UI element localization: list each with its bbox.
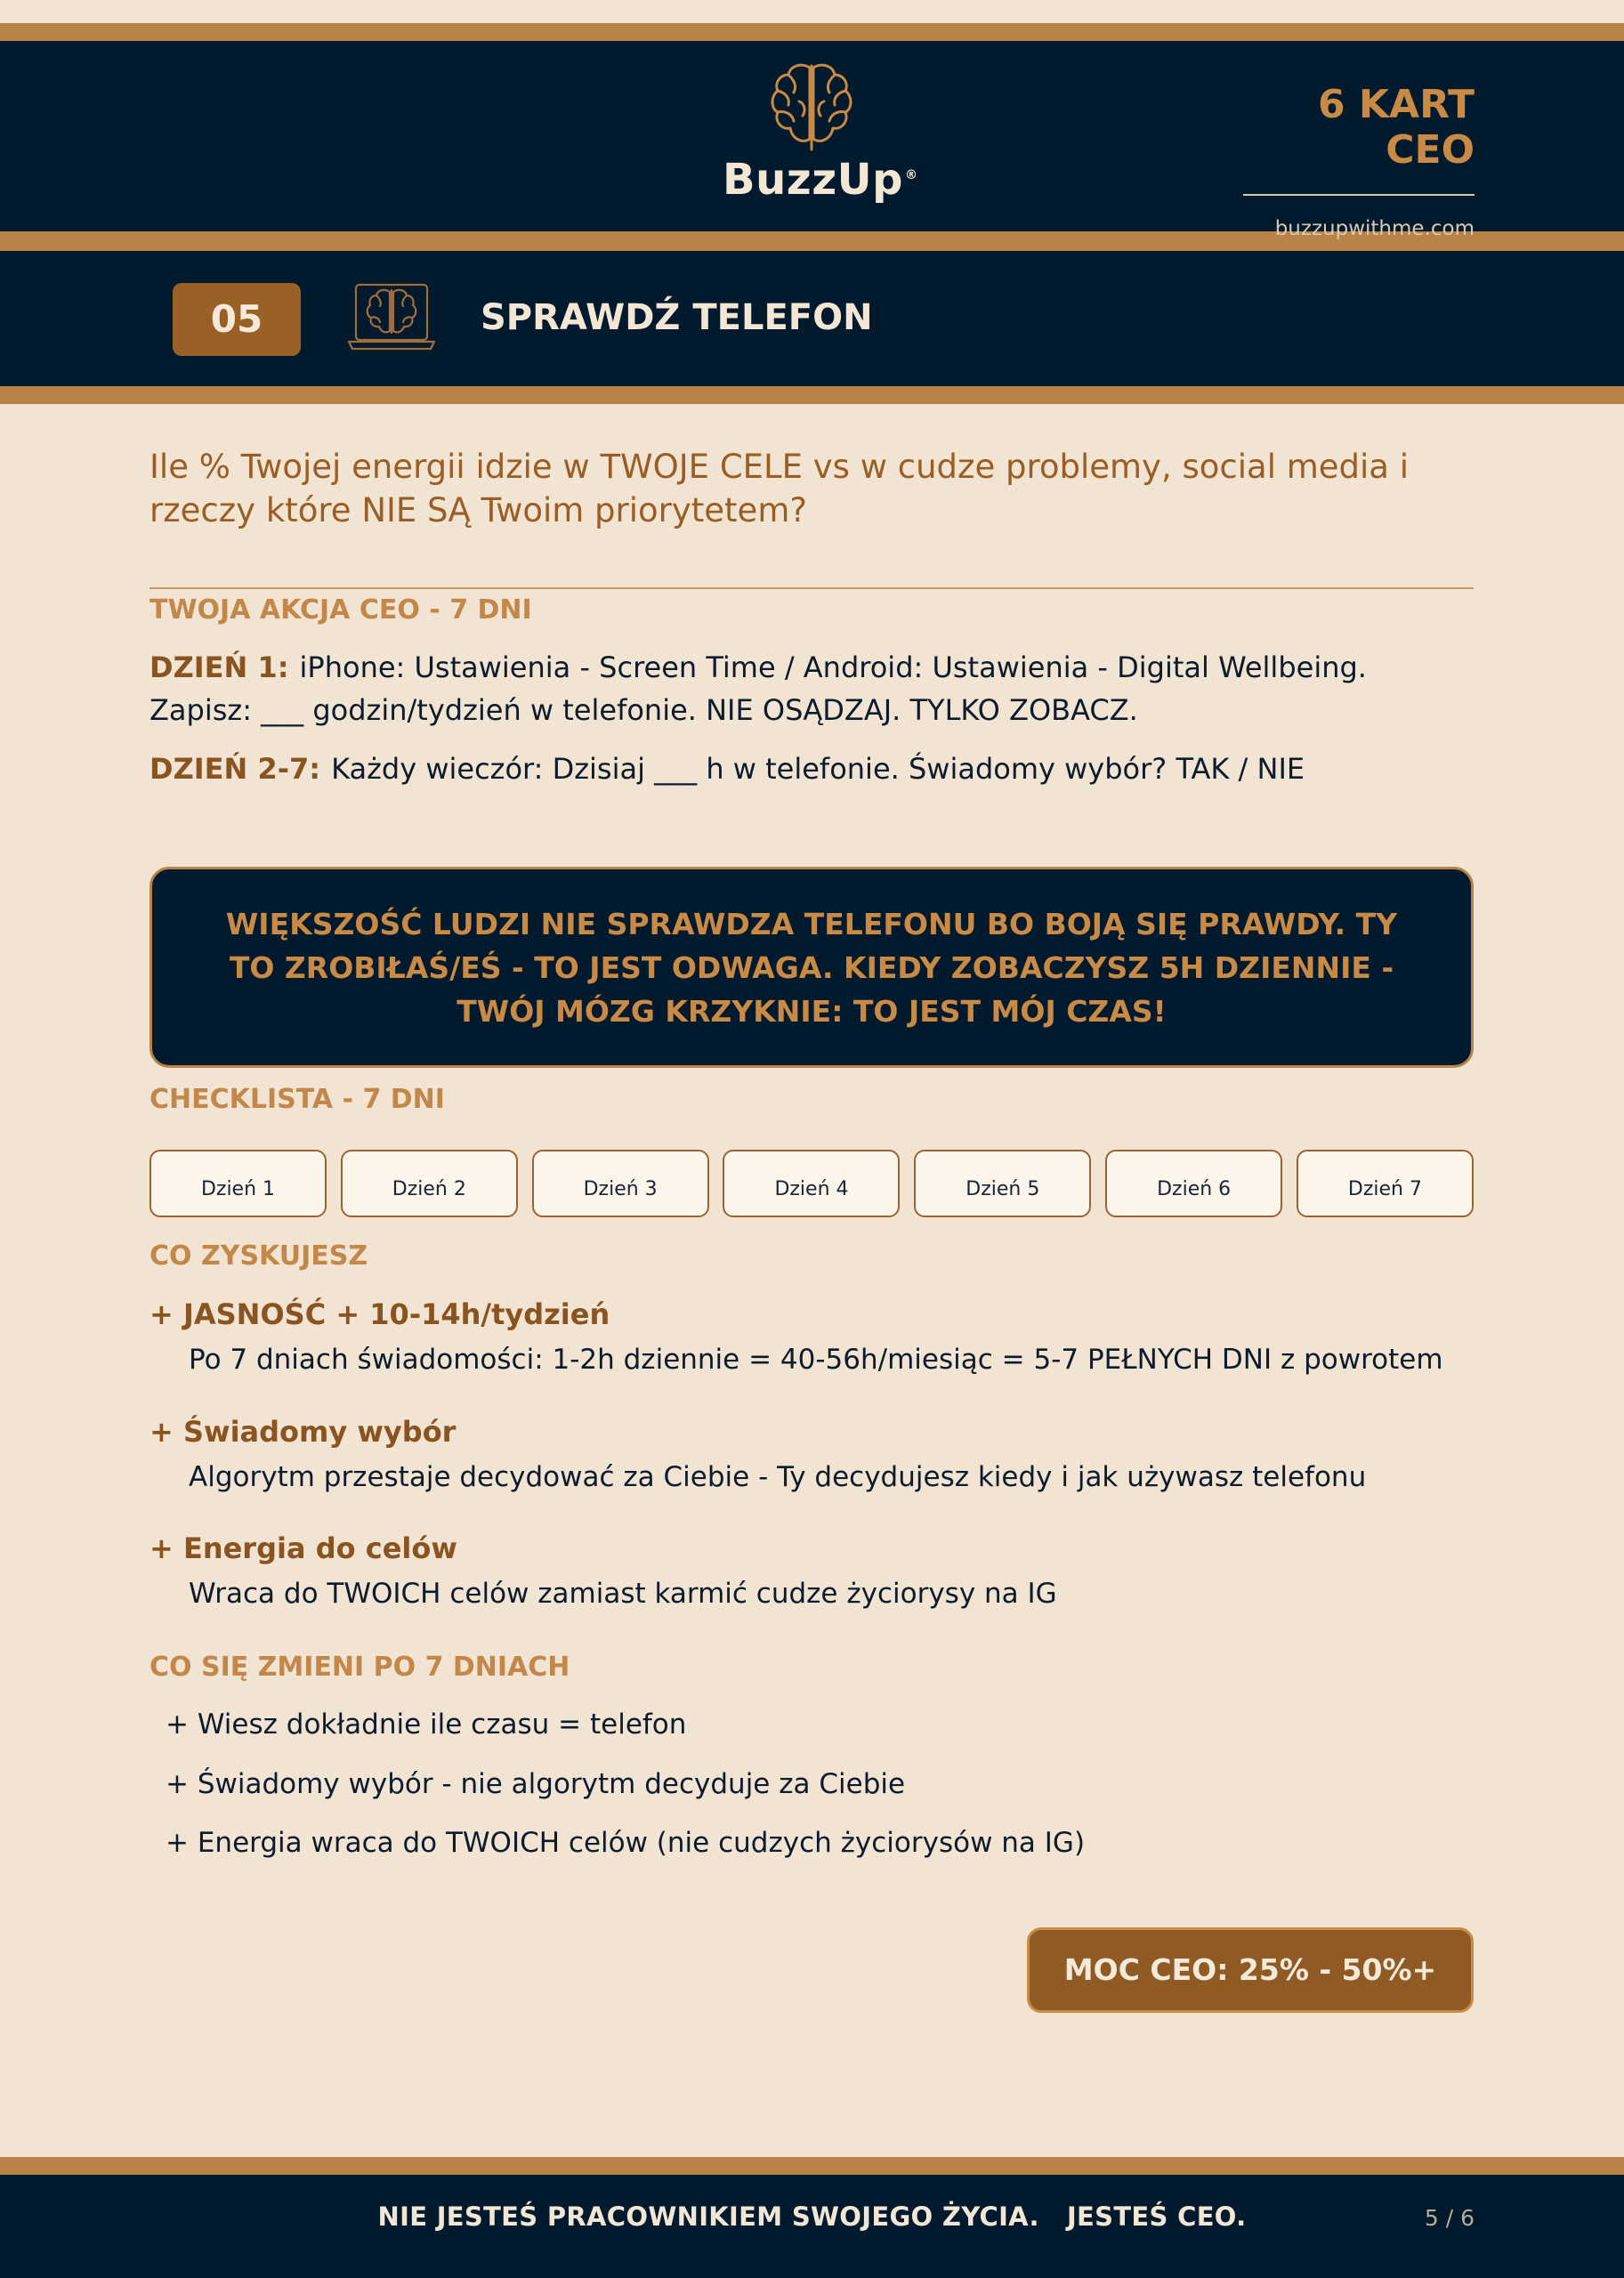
question-divider [149,587,1474,589]
checklist-day-3[interactable]: Dzień 3 [532,1150,709,1217]
day-1-label: DZIEŃ 1: [149,650,289,684]
website-link[interactable]: buzzupwithme.com [1274,217,1475,240]
gains-heading: CO ZYSKUJESZ [149,1240,368,1272]
day-2-7-text: Każdy wieczór: Dzisiaj ___ h w telefonie. Świadomy wybór? TAK / NIE [331,752,1305,786]
ceo-power-badge: MOC CEO: 25% - 50%+ [1027,1927,1474,2013]
checklist-day-5[interactable]: Dzień 5 [914,1150,1091,1217]
action-heading: TWOJA AKCJA CEO - 7 DNI [149,594,532,626]
day-1-text: iPhone: Ustawienia - Screen Time / Android: Ustawienia - Digital Wellbeing. Zapisz: ___ godzin/tydzień w telefonie. NIE OSĄDZAJ. TYLKO ZOBACZ. [149,650,1367,727]
brain-logo-icon [767,61,856,153]
change-item: + Energia wraca do TWOICH celów (nie cudzych życiorysów na IG) [166,1827,1086,1859]
gain-item [149,1415,1474,1493]
header-top-stripe [0,23,1624,41]
header-meta [1243,82,1475,240]
brain-laptop-icon [347,278,436,354]
checklist-day-6[interactable]: Dzień 6 [1105,1150,1282,1217]
callout-text: WIĘKSZOŚĆ LUDZI NIE SPRAWDZA TELEFONU BO BOJĄ SIĘ PRAWDY. TY TO ZROBIŁAŚ/EŚ - TO JEST ODWAGA. KIEDY ZOBACZYSZ 5H DZIENNIE - TWÓJ MÓZG KRZYKNIE: TO JEST MÓJ CZAS! [225,906,1398,1029]
card-number-badge: 05 [173,283,301,356]
gain-title: + Energia do celów [149,1531,457,1565]
gain-item [149,1531,1474,1610]
checklist-day-4[interactable]: Dzień 4 [723,1150,900,1217]
main-question: Ile % Twojej energii idzie w TWOJE CELE vs w cudze problemy, social media i rzeczy które NIE SĄ Twoim priorytetem? [149,448,1410,529]
day-2-7-instruction [149,747,1474,790]
change-item: + Świadomy wybór - nie algorytm decyduje za Ciebie [166,1768,906,1800]
footer-stripe [0,2157,1624,2175]
gain-item [149,1297,1474,1376]
gain-description: Wraca do TWOICH celów zamiast karmić cudze życiorysy na IG [189,1578,1057,1610]
series-title: 6 KART CEO [1318,82,1475,173]
motivation-callout [149,867,1474,1068]
brand-logo [723,61,918,205]
day-2-7-label: DZIEŃ 2-7: [149,752,321,786]
header-divider [1243,194,1475,196]
gain-description: Po 7 dniach świadomości: 1-2h dziennie = 40-56h/miesiąc = 5-7 PEŁNYCH DNI z powrotem [189,1344,1443,1376]
checklist-day-2[interactable]: Dzień 2 [341,1150,518,1217]
day-1-instruction [149,646,1474,731]
checklist [149,1150,1474,1217]
page-number: 5 / 6 [1424,2205,1475,2231]
checklist-day-7[interactable]: Dzień 7 [1297,1150,1474,1217]
changes-heading: CO SIĘ ZMIENI PO 7 DNIACH [149,1652,570,1683]
brand-name: BuzzUp ® [723,155,918,205]
card-title: SPRAWDŹ TELEFON [481,297,873,338]
gain-title: + JASNOŚĆ + 10-14h/tydzień [149,1297,610,1331]
footer-slogan: NIE JESTEŚ PRACOWNIKIEM SWOJEGO ŻYCIA. JESTEŚ CEO. [377,2201,1247,2232]
gain-title: + Świadomy wybór [149,1415,456,1449]
section-bottom-stripe [0,386,1624,404]
checklist-day-1[interactable]: Dzień 1 [149,1150,327,1217]
gain-description: Algorytm przestaje decydować za Ciebie - Ty decydujesz kiedy i jak używasz telefonu [189,1461,1367,1493]
change-item: + Wiesz dokładnie ile czasu = telefon [166,1708,687,1741]
checklist-heading: CHECKLISTA - 7 DNI [149,1084,445,1115]
